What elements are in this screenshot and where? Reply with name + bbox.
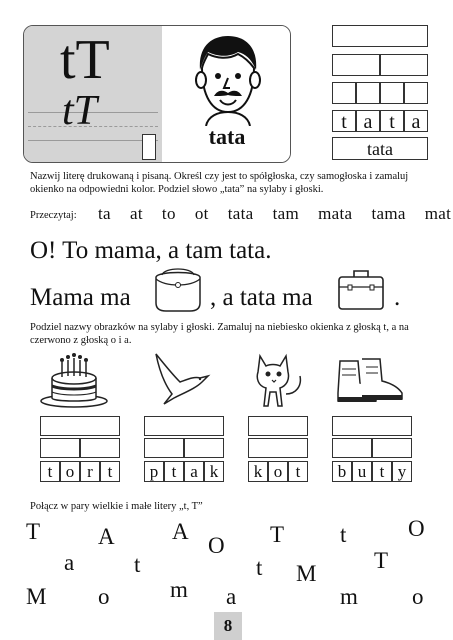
printed-letters: tT <box>60 29 110 91</box>
cat-picture <box>246 350 306 412</box>
instruction-line: Podziel nazwy obrazków na sylaby i głoski. Zamaluj na niebiesko okienka z głoską t, a na <box>30 322 409 333</box>
sound-box[interactable] <box>380 82 404 104</box>
letter-box: o <box>60 461 80 482</box>
pair-letter[interactable]: o <box>412 584 424 609</box>
instruction-3: Połącz w pary wielkie i małe litery „t, T” <box>30 501 203 512</box>
letter-box: r <box>80 461 100 482</box>
pair-letter[interactable]: M <box>296 561 317 586</box>
letter-box: p <box>144 461 164 482</box>
pair-letter[interactable]: A <box>98 524 115 549</box>
syllable-box[interactable] <box>144 438 184 458</box>
writing-line <box>28 140 158 141</box>
dad-face-picture <box>162 26 291 126</box>
sentence-2-start: Mama ma <box>30 284 131 311</box>
word-box[interactable] <box>248 416 308 436</box>
letter-box: t <box>100 461 120 482</box>
word-box[interactable] <box>144 416 224 436</box>
letter-box: a <box>356 110 380 132</box>
sound-box[interactable] <box>356 82 380 104</box>
sentence-1: O! To mama, a tam tata. <box>30 237 272 264</box>
letter-card <box>23 25 291 163</box>
syllable-box[interactable] <box>372 438 412 458</box>
syllable-box[interactable] <box>380 54 428 76</box>
letter-box: t <box>380 110 404 132</box>
syllable-box[interactable] <box>184 438 224 458</box>
briefcase-icon <box>336 267 386 311</box>
pair-letter[interactable]: O <box>408 516 425 541</box>
cake-picture <box>38 352 110 408</box>
picture-panel <box>162 26 291 163</box>
sound-box[interactable] <box>404 82 428 104</box>
syllable-box[interactable] <box>80 438 120 458</box>
instruction-1 <box>30 170 408 196</box>
instruction-2 <box>30 321 409 347</box>
word-box[interactable] <box>40 416 120 436</box>
letter-box: y <box>392 461 412 482</box>
letter-box: t <box>332 110 356 132</box>
handbag-icon <box>150 265 206 313</box>
sentence-2-end: . <box>394 284 401 311</box>
pair-letter[interactable]: o <box>98 584 110 609</box>
word-label-box: tata <box>332 137 428 160</box>
syllable-box[interactable] <box>332 54 380 76</box>
pair-letter[interactable]: T <box>26 519 41 544</box>
shoes-picture <box>332 355 410 405</box>
instruction-line: okienko na odpowiedni kolor. Podziel słowo „tata” na sylaby i głoski. <box>30 184 324 195</box>
letter-box: a <box>404 110 428 132</box>
word-box[interactable] <box>332 25 428 47</box>
letter-box: k <box>204 461 224 482</box>
letter-box: u <box>352 461 372 482</box>
letter-box: o <box>268 461 288 482</box>
letter-box: a <box>184 461 204 482</box>
syllable-box[interactable] <box>40 438 80 458</box>
pair-letter[interactable]: m <box>170 577 188 602</box>
picture-word: tata <box>208 124 246 149</box>
pair-letter[interactable]: t <box>340 522 347 547</box>
syllable-box[interactable] <box>248 438 308 458</box>
pair-letter[interactable]: a <box>226 584 237 609</box>
letter-box: t <box>164 461 184 482</box>
sentence-2-mid: , a tata ma <box>210 284 313 311</box>
pair-letter[interactable]: T <box>270 522 285 547</box>
pair-letter[interactable]: M <box>26 584 47 609</box>
instruction-line: czerwono z głoską o i a. <box>30 335 132 346</box>
read-label: Przeczytaj: <box>30 210 77 221</box>
pair-letter[interactable]: t <box>134 552 141 577</box>
letter-box: k <box>248 461 268 482</box>
pair-letter[interactable]: m <box>340 584 358 609</box>
syllable-box[interactable] <box>332 438 372 458</box>
page-number: 8 <box>214 612 242 640</box>
color-box[interactable] <box>142 134 156 160</box>
letter-box: t <box>372 461 392 482</box>
reading-words: ta at to ot tata tam mata tama mat <box>98 204 452 223</box>
letter-box: t <box>288 461 308 482</box>
pair-letter[interactable]: O <box>208 533 225 558</box>
bird-picture <box>150 352 216 410</box>
pair-letter[interactable]: T <box>374 548 389 573</box>
letter-box: b <box>332 461 352 482</box>
pair-letter[interactable]: a <box>64 550 75 575</box>
letter-box: t <box>40 461 60 482</box>
pair-letter[interactable]: A <box>172 519 189 544</box>
letter-panel <box>24 26 162 163</box>
sound-box[interactable] <box>332 82 356 104</box>
instruction-line: Nazwij literę drukowaną i pisaną. Określ czy jest to spółgłoska, czy samogłoska i zamaluj <box>30 171 409 182</box>
handwritten-letters: tТ <box>62 88 98 134</box>
pair-letter[interactable]: t <box>256 555 263 580</box>
word-box[interactable] <box>332 416 412 436</box>
